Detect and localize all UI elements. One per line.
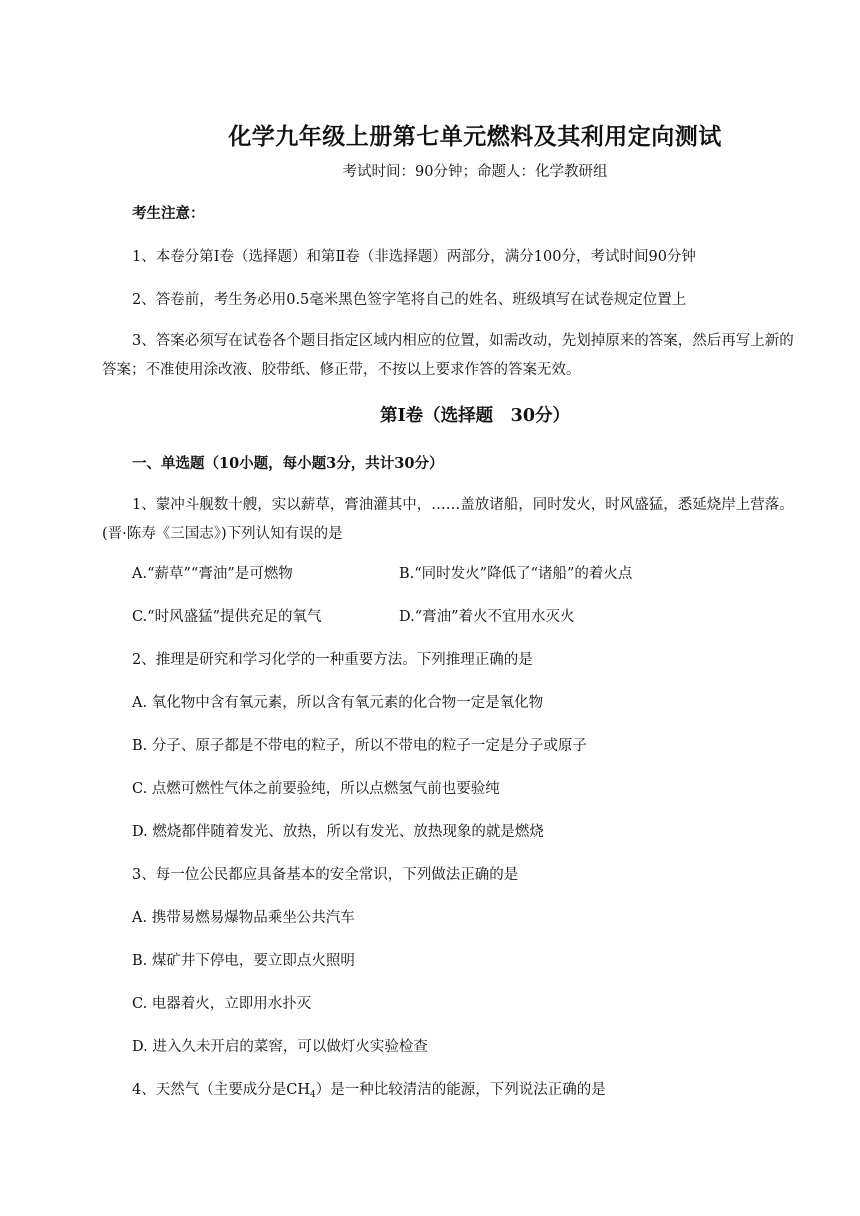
question-1-option-d: D.“膏油”着火不宜用水灭火 xyxy=(399,609,575,625)
question-2-option-b: B. 分子、原子都是不带电的粒子，所以不带电的粒子一定是分子或原子 xyxy=(132,738,587,754)
question-1-stem: 1、蒙冲斗舰数十艘，实以薪草，膏油灌其中，……盖放诸船，同时发火，时风盛猛，悉延烧岸上营落。(晋·陈寿《三国志》)下列认知有误的是 xyxy=(102,497,794,542)
exam-title: 化学九年级上册第七单元燃料及其利用定向测试 xyxy=(228,123,722,150)
question-3-option-c: C. 电器着火，立即用水扑灭 xyxy=(132,996,312,1012)
notice-item-2: 2、答卷前，考生务必用0.5毫米黑色签字笔将自己的姓名、班级填写在试卷规定位置上 xyxy=(132,292,687,308)
section-title: 第I卷（选择题 30分） xyxy=(379,406,571,426)
question-2-option-d: D. 燃烧都伴随着发光、放热，所以有发光、放热现象的就是燃烧 xyxy=(132,824,544,840)
notice-item-1: 1、本卷分第I卷（选择题）和第Ⅱ卷（非选择题）两部分，满分100分，考试时间90分钟 xyxy=(132,249,696,265)
question-3-stem: 3、每一位公民都应具备基本的安全常识，下列做法正确的是 xyxy=(132,867,519,883)
question-1-option-c: C.“时风盛猛”提供充足的氧气 xyxy=(132,609,322,625)
question-1-option-b: B.“同时发火”降低了“诸船”的着火点 xyxy=(399,566,633,582)
question-1-option-a: A.“薪草”“膏油”是可燃物 xyxy=(132,566,293,582)
exam-subtitle: 考试时间：90分钟；命题人：化学教研组 xyxy=(342,164,608,180)
notice-heading: 考生注意： xyxy=(132,205,205,222)
question-4-stem-end: ）是一种比较清洁的能源，下列说法正确的是 xyxy=(315,1082,606,1098)
question-2-stem: 2、推理是研究和学习化学的一种重要方法。下列推理正确的是 xyxy=(132,652,533,668)
question-2-option-a: A. 氧化物中含有氧元素，所以含有氧元素的化合物一定是氧化物 xyxy=(132,695,544,711)
question-3-option-b: B. 煤矿井下停电，要立即点火照明 xyxy=(132,953,355,969)
question-4-subscript: 4 xyxy=(309,1090,316,1100)
question-4-stem xyxy=(132,1076,804,1109)
part-heading: 一、单选题（10小题，每小题3分，共计30分） xyxy=(132,455,444,472)
question-3-option-d: D. 进入久未开启的菜窖，可以做灯火实验检查 xyxy=(132,1039,428,1055)
question-4-stem-start: 4、天然气（主要成分是CH xyxy=(132,1082,310,1098)
notice-item-3: 3、答案必须写在试卷各个题目指定区域内相应的位置，如需改动，先划掉原来的答案，然后再写上新的答案；不准使用涂改液、胶带纸、修正带，不按以上要求作答的答案无效。 xyxy=(102,333,794,378)
question-2-option-c: C. 点燃可燃性气体之前要验纯，所以点燃氢气前也要验纯 xyxy=(132,781,500,797)
question-3-option-a: A. 携带易燃易爆物品乘坐公共汽车 xyxy=(132,910,355,926)
